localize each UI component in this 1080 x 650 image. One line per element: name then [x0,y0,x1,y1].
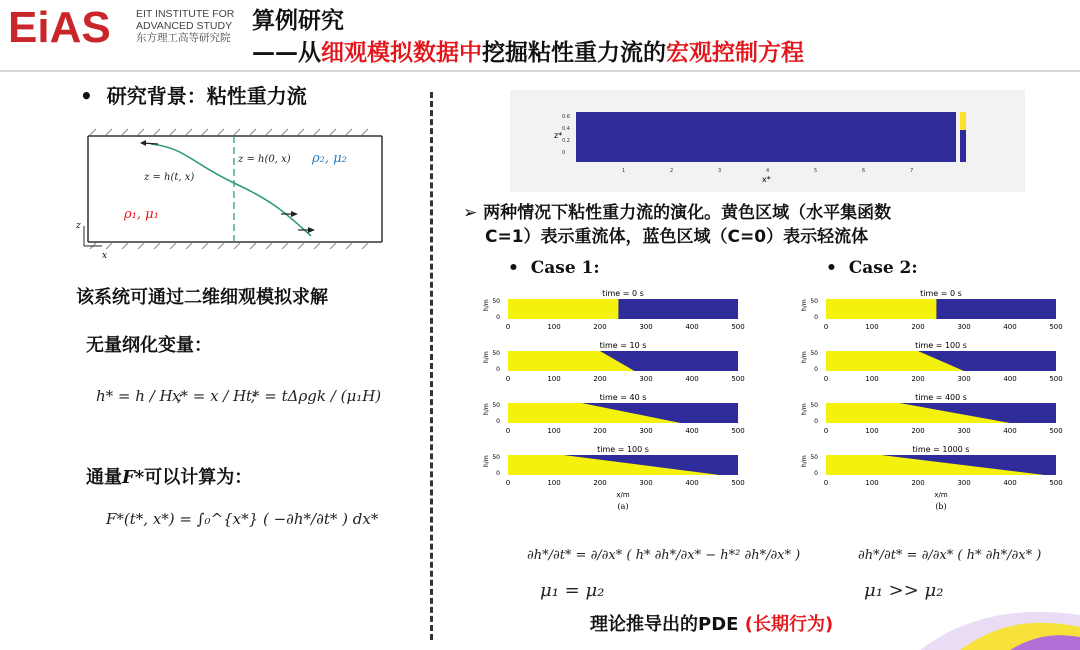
header-divider [0,70,1080,72]
panel-ylabel: h/m [483,351,490,363]
domain-ytick: 0.4 [562,126,570,132]
panel-xtick: 200 [911,323,925,331]
eias-logo [8,8,126,46]
panel-xtick: 100 [865,323,879,331]
panel-ytick: 50 [810,350,818,357]
panel-xtick: 300 [639,427,653,435]
case2-label: • Case 2: [826,258,918,278]
logo-line-2: ADVANCED STUDY [136,20,233,32]
panel-ylabel: h/m [801,403,808,415]
panel-caption: (a) [617,502,629,511]
domain-ytick: 0.2 [562,138,570,144]
panel-ylabel: h/m [483,299,490,311]
domain-plot-field [576,112,956,162]
domain-xtick: 2 [670,168,674,174]
panel-xtick: 100 [865,479,879,487]
domain-xtick: 4 [766,168,770,174]
bullet-text: 研究背景：粘性重力流 [106,84,307,108]
nondim-title: 无量纲化变量： [86,335,212,356]
panel-xtick: 400 [1003,427,1017,435]
panel-xtick: 300 [957,479,971,487]
panel-ytick: 0 [496,366,500,373]
sketch-label-h0: z = h(0, x) [238,154,291,165]
panel-ytick: 50 [810,298,818,305]
panel-time-label: time = 100 s [915,341,967,350]
pde-note [590,610,833,636]
domain-plot [510,90,1025,192]
solve-text: 该系统可通过二维细观模拟求解 [76,287,328,308]
nondim-t: t* = tΔρgk / (μ₁H) [246,387,382,405]
flux-title [86,463,252,489]
sketch-label-htx: z = h(t, x) [144,172,195,183]
panel-time-label: time = 100 s [597,445,649,454]
panel-caption: (b) [935,502,947,511]
panel-xtick: 200 [593,323,607,331]
domain-xtick: 3 [718,168,722,174]
case1-mu: μ₁ = μ₂ [540,580,605,601]
panel-ytick: 50 [810,454,818,461]
panel-ylabel: h/m [483,403,490,415]
panel-ylabel: h/m [801,351,808,363]
evolution-note-line-1 [463,201,1053,225]
subtitle-dash: ——从 [252,40,321,66]
panel-xtick: 300 [957,427,971,435]
gravity-current-sketch [76,118,396,268]
panel-xtick: 0 [823,375,829,383]
domain-plot-xlabel: x* [762,175,771,184]
flux-title-a: 通量 [86,467,122,488]
case2-panels [796,283,1076,513]
logo-letters: EiAS [8,8,111,46]
panel-xtick: 500 [731,323,745,331]
panel-ytick: 50 [492,454,500,461]
panel-xtick: 100 [865,375,879,383]
panel-xtick: 300 [639,323,653,331]
panel-xtick: 500 [1049,479,1063,487]
panel-xtick: 100 [547,427,561,435]
panel-xtick: 200 [911,427,925,435]
pde-note-b: (长期行为) [744,614,834,635]
subtitle-red-2: 宏观控制方程 [666,40,804,66]
panel-xtick: 100 [547,375,561,383]
panel-ytick: 0 [814,418,818,425]
panel-time-label: time = 10 s [599,341,647,350]
panel-xtick: 400 [1003,375,1017,383]
panel-xtick: 500 [731,479,745,487]
case2-mu: μ₁ >> μ₂ [864,580,944,601]
panel-xtick: 200 [593,479,607,487]
panel-xlabel: x/m [616,491,630,499]
panel-ylabel: h/m [801,455,808,467]
panel-ytick: 0 [496,418,500,425]
case1-pde: ∂h*/∂t* = ∂/∂x* ( h* ∂h*/∂x* − h*² ∂h*/∂x* ) [527,548,801,563]
panel-xtick: 500 [1049,323,1063,331]
panel-xtick: 400 [685,375,699,383]
panel-time-label: time = 40 s [599,393,647,402]
panel-xtick: 500 [1049,427,1063,435]
panel-xtick: 400 [685,427,699,435]
logo-line-3: 东方理工高等研究院 [136,32,231,44]
panel-ytick: 0 [496,470,500,477]
panel-xtick: 500 [1049,375,1063,383]
panel-time-label: time = 400 s [915,393,967,402]
panel-xtick: 300 [957,375,971,383]
panel-xtick: 400 [685,479,699,487]
panel-xtick: 500 [731,427,745,435]
panel-time-label: time = 1000 s [912,445,970,454]
panel-xtick: 200 [593,427,607,435]
page-subtitle [252,34,804,67]
panel-xtick: 100 [547,479,561,487]
logo-text [136,8,234,44]
nondim-h: h* = h / H ; [96,387,183,405]
panel-xtick: 0 [823,479,829,487]
panel-xtick: 400 [1003,479,1017,487]
panel-ylabel: h/m [483,455,490,467]
note-line-2-text: C=1）表示重流体，蓝色区域（C=0）表示轻流体 [485,227,869,247]
flux-title-b: F* [122,467,145,488]
domain-xtick: 1 [622,168,626,174]
sketch-axis-z: z [76,221,81,231]
flux-title-c: 可以计算为： [144,467,253,488]
panel-ytick: 50 [492,350,500,357]
domain-plot-ylabel: z* [554,131,563,140]
panel-time-label: time = 0 s [602,289,644,298]
panel-ytick: 50 [492,298,500,305]
panel-xtick: 200 [911,479,925,487]
bullet-dot-icon: • [80,84,107,108]
sketch-axis-x: x [102,251,108,261]
panel-xtick: 200 [911,375,925,383]
panel-xtick: 0 [505,427,511,435]
domain-ytick: 0.6 [562,114,570,120]
panel-xlabel: x/m [934,491,948,499]
nondim-x: x* = x / H ; [172,387,257,405]
case2-pde: ∂h*/∂t* = ∂/∂x* ( h* ∂h*/∂x* ) [858,548,1042,563]
panel-ylabel: h/m [801,299,808,311]
subtitle-red-1: 细观模拟数据中 [321,40,482,66]
panel-xtick: 400 [685,323,699,331]
flux-formula: F*(t*, x*) = ∫₀^{x*} ( −∂h*/∂t* ) dx* [106,510,379,528]
page-title: 算例研究 [252,8,344,34]
arrow-bullet-icon: ➢ [463,203,484,223]
panel-xtick: 0 [823,323,829,331]
panel-xtick: 0 [505,323,511,331]
panel-ytick: 0 [814,314,818,321]
pde-note-a: 理论推导出的PDE [590,614,739,635]
domain-xtick: 5 [814,168,818,174]
decorative-swoosh [900,565,1080,650]
sketch-label-rho2: ρ₂, μ₂ [312,151,347,166]
panel-xtick: 0 [505,375,511,383]
panel-xtick: 100 [865,427,879,435]
research-background-bullet [80,80,307,109]
sketch-label-rho1: ρ₁, μ₁ [124,207,159,222]
subtitle-mid: 挖掘粘性重力流的 [482,40,666,66]
panel-xtick: 300 [639,479,653,487]
case1-label-text: Case 1: [530,258,600,278]
panel-ytick: 0 [496,314,500,321]
panel-ytick: 0 [814,470,818,477]
panel-ytick: 0 [814,366,818,373]
panel-xtick: 300 [957,323,971,331]
panel-heavy-fluid [826,299,936,319]
evolution-note [463,201,1053,249]
case2-label-text: Case 2: [848,258,918,278]
panel-xtick: 100 [547,323,561,331]
panel-heavy-fluid [508,299,618,319]
panel-xtick: 300 [639,375,653,383]
domain-xtick: 6 [862,168,866,174]
panel-xtick: 400 [1003,323,1017,331]
note-line-1-text: 两种情况下粘性重力流的演化。黄色区域（水平集函数 [483,203,892,223]
panel-ytick: 50 [810,402,818,409]
domain-xtick: 7 [910,168,914,174]
case1-panels [478,283,758,513]
panel-time-label: time = 0 s [920,289,962,298]
panel-xtick: 200 [593,375,607,383]
panel-ytick: 50 [492,402,500,409]
column-divider [430,92,433,640]
case1-label: • Case 1: [508,258,600,278]
panel-xtick: 0 [505,479,511,487]
panel-xtick: 0 [823,427,829,435]
logo-line-1: EIT INSTITUTE FOR [136,8,235,20]
panel-xtick: 500 [731,375,745,383]
domain-ytick: 0 [562,150,566,156]
